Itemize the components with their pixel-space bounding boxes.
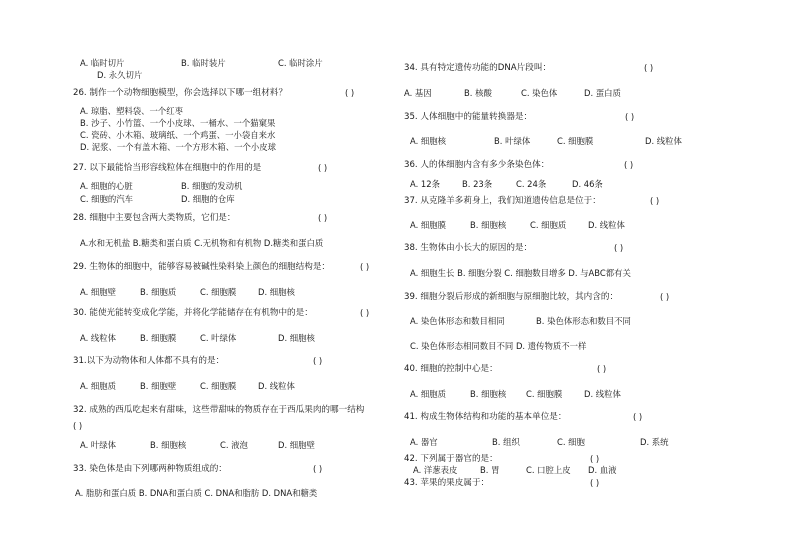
q33-options: A. 脂肪和蛋白质 B. DNA和蛋白质 C. DNA和脂肪 D. DNA和糖类 (75, 488, 318, 498)
q31-option-a: A. 细胞质 (80, 381, 117, 391)
q43-stem: 43. 苹果的果皮属于： (404, 478, 490, 488)
q34-option-a: A. 基因 (404, 88, 432, 98)
q26-stem: 26. 制作一个动物细胞模型，你会选择以下哪一组材料？ (73, 88, 288, 98)
q29-stem: 29. 生物体的细胞中，能够容易被碱性染料染上颜色的细胞结构是： (73, 262, 331, 272)
q35-option-a: A. 细胞核 (410, 136, 447, 146)
q32-option-a: A. 叶绿体 (80, 440, 117, 450)
q26-option-a: A. 琼脂、塑料袋、一个红枣 (80, 106, 184, 116)
q31-answer-paren: ( ) (313, 356, 323, 366)
q41-answer-paren: ( ) (633, 412, 643, 422)
q29-option-a: A. 细胞壁 (80, 287, 117, 297)
q36-answer-paren: ( ) (624, 160, 634, 170)
q40-option-a: A. 细胞质 (410, 389, 447, 399)
q27-answer-paren: ( ) (318, 163, 328, 173)
q35-stem: 35. 人体细胞中的能量转换器是： (404, 112, 533, 122)
q32-option-c: C. 液泡 (220, 440, 248, 450)
q29-option-d: D. 细胞核 (258, 287, 295, 297)
q39-stem: 39. 细胞分裂后形成的新细胞与原细胞比较，其内含的： (404, 292, 619, 302)
q42-option-c: C. 口腔上皮 (526, 465, 571, 475)
q31-option-c: C. 细胞膜 (200, 381, 237, 391)
q27-option-b: B. 细胞的发动机 (181, 181, 243, 191)
q36-stem: 36. 人的体细胞内含有多少条染色体： (404, 160, 550, 170)
q39-option-a: A. 染色体形态和数目相同 (410, 316, 505, 326)
q31-option-d: D. 线粒体 (258, 381, 295, 391)
q36-option-a: A. 12条 (410, 179, 440, 189)
q42-stem: 42. 下列属于器官的是： (404, 454, 498, 464)
q26-answer-paren: ( ) (345, 88, 355, 98)
q41-stem: 41. 构成生物体结构和功能的基本单位是： (404, 412, 567, 422)
q37-stem: 37. 从克隆羊多莉身上，我们知道遗传信息是位于： (404, 196, 601, 206)
q29-option-b: B. 细胞质 (140, 287, 177, 297)
q32-answer-paren: ( ) (73, 421, 83, 431)
q30-option-b: B. 细胞膜 (140, 333, 177, 343)
q36-option-c: C. 24条 (516, 179, 547, 189)
q27-option-d: D. 细胞的仓库 (181, 194, 235, 204)
q41-option-a: A. 器官 (410, 437, 438, 447)
q26-option-d: D. 泥浆、一个有盖木箱、一个方形木箱、一个小皮球 (80, 142, 277, 152)
q34-option-d: D. 蛋白质 (584, 88, 621, 98)
q33-answer-paren: ( ) (313, 464, 323, 474)
q36-option-d: D. 46条 (572, 179, 603, 189)
q34-answer-paren: ( ) (644, 63, 654, 73)
q28-answer-paren: ( ) (318, 213, 328, 223)
q35-option-b: B. 叶绿体 (494, 136, 531, 146)
q35-answer-paren: ( ) (625, 112, 635, 122)
q27-option-a: A. 细胞的心脏 (80, 181, 133, 191)
q34-stem: 34. 具有特定遗传功能的DNA片段叫： (404, 63, 552, 73)
q30-answer-paren: ( ) (360, 308, 370, 318)
q25-option-b: B. 临时装片 (181, 58, 226, 68)
q30-option-d: D. 细胞核 (278, 333, 315, 343)
q34-option-c: C. 染色体 (521, 88, 558, 98)
q26-option-c: C. 瓷砖、小木箱、玻璃纸、一个鸡蛋、一小袋自来水 (80, 130, 276, 140)
q32-option-d: D. 细胞壁 (278, 440, 315, 450)
q37-option-a: A. 细胞膜 (410, 220, 447, 230)
q41-option-c: C. 细胞 (557, 437, 585, 447)
q40-answer-paren: ( ) (597, 364, 607, 374)
q38-options: A. 细胞生长 B. 细胞分裂 C. 细胞数目增多 D. 与ABC都有关 (410, 268, 631, 278)
q32-stem: 32. 成熟的西瓜吃起来有甜味，这些带甜味的物质存在于西瓜果肉的哪一结构 (73, 405, 365, 415)
q35-option-d: D. 线粒体 (645, 136, 682, 146)
q39-option-cd: C. 染色体形态相同数目不同 D. 遗传物质不一样 (410, 341, 587, 351)
q33-stem: 33. 染色体是由下列哪两种物质组成的： (73, 464, 227, 474)
q26-option-b: B. 沙子、小竹篮、一个小皮球、一桶水、一个猫窠果 (80, 118, 276, 128)
q42-answer-paren: ( ) (590, 454, 600, 464)
q37-option-b: B. 细胞核 (470, 220, 507, 230)
q41-option-b: B. 组织 (492, 437, 520, 447)
q37-option-c: C. 细胞质 (530, 220, 567, 230)
q30-option-a: A. 线粒体 (80, 333, 117, 343)
q43-answer-paren: ( ) (590, 478, 600, 488)
q40-stem: 40. 细胞的控制中心是： (404, 364, 498, 374)
q28-options: A.水和无机盐 B.糖类和蛋白质 C.无机物和有机物 D.糖类和蛋白质 (80, 238, 324, 248)
q34-option-b: B. 核酸 (464, 88, 492, 98)
q38-stem: 38. 生物体由小长大的原因的是： (404, 243, 533, 253)
q32-option-b: B. 细胞核 (150, 440, 187, 450)
q31-stem: 31.以下为动物体和人体都不具有的是： (73, 356, 225, 366)
q36-option-b: B. 23条 (462, 179, 493, 189)
q28-stem: 28. 细胞中主要包含两大类物质，它们是： (73, 213, 236, 223)
q25-option-d: D. 永久切片 (97, 70, 143, 80)
q30-option-c: C. 叶绿体 (200, 333, 237, 343)
q41-option-d: D. 系统 (640, 437, 669, 447)
q30-stem: 30. 能使光能转变成化学能，并将化学能储存在有机物中的是： (73, 308, 313, 318)
q39-answer-paren: ( ) (660, 292, 670, 302)
q37-option-d: D. 线粒体 (588, 220, 625, 230)
q38-answer-paren: ( ) (614, 243, 624, 253)
q37-answer-paren: ( ) (650, 196, 660, 206)
q29-answer-paren: ( ) (360, 262, 370, 272)
q25-option-c: C. 临时涂片 (278, 58, 323, 68)
q40-option-b: B. 细胞核 (470, 389, 507, 399)
q42-option-a: A. 洋葱表皮 (413, 465, 458, 475)
q29-option-c: C. 细胞膜 (200, 287, 237, 297)
q42-option-b: B. 胃 (480, 465, 500, 475)
q35-option-c: C. 细胞膜 (557, 136, 594, 146)
q40-option-d: D. 线粒体 (584, 389, 621, 399)
q39-option-b: B. 染色体形态和数目不同 (536, 316, 631, 326)
q40-option-c: C. 细胞膜 (526, 389, 563, 399)
q25-option-a: A. 临时切片 (80, 58, 125, 68)
q31-option-b: B. 细胞壁 (140, 381, 177, 391)
q27-stem: 27. 以下最能恰当形容线粒体在细胞中的作用的是 (73, 163, 262, 173)
q42-option-d: D. 血液 (588, 465, 617, 475)
q27-option-c: C. 细胞的汽车 (80, 194, 134, 204)
